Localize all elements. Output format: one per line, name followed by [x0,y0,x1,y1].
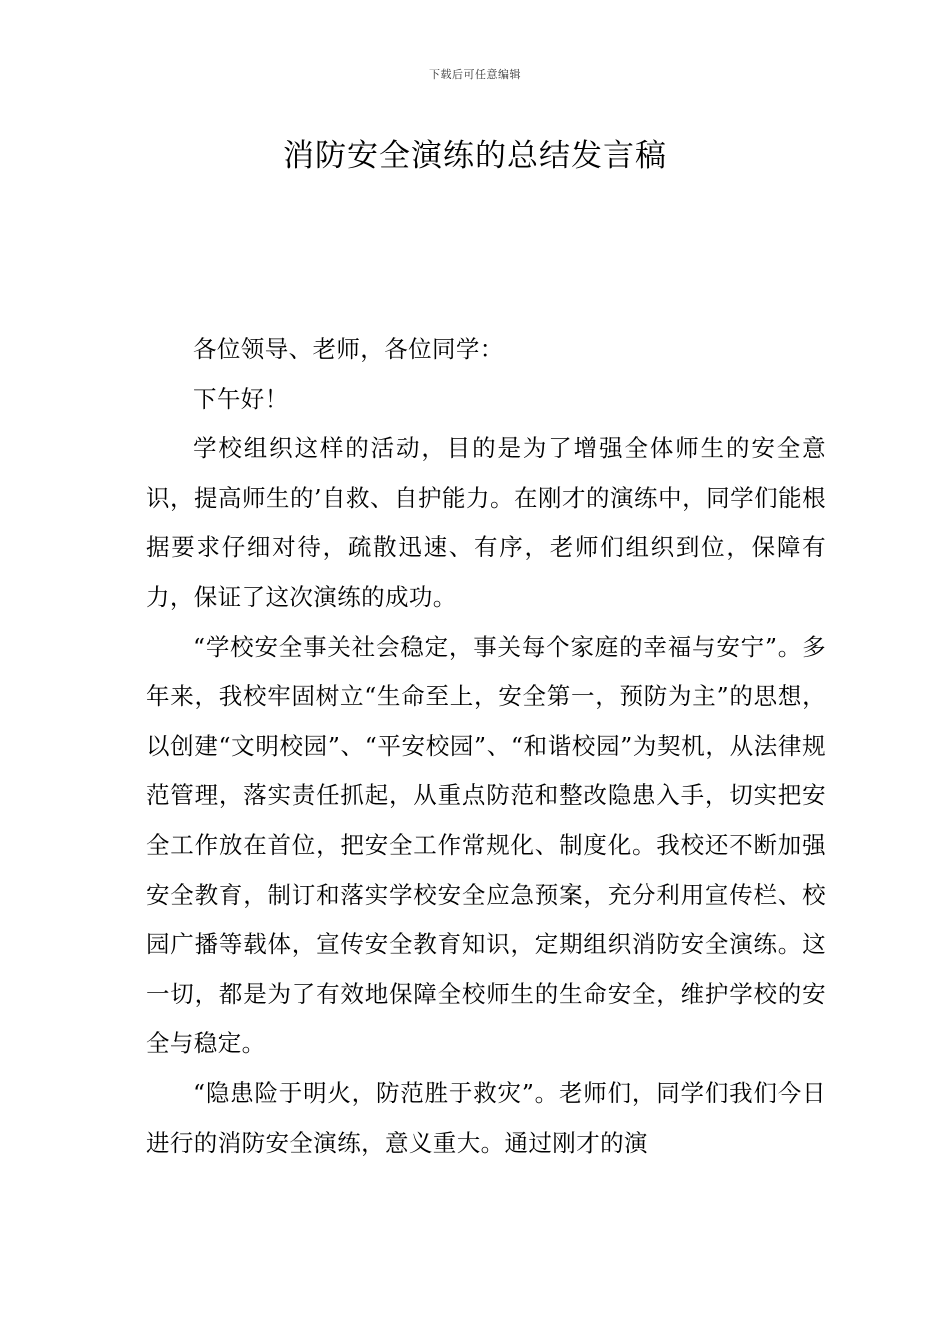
document-title: 消防安全演练的总结发言稿 [283,138,667,174]
body-paragraph: “隐患险于明火，防范胜于救灾”。老师们，同学们我们今日进行的消防安全演练，意义重大。通过刚才的演 [146,1078,826,1157]
salutation: 各位领导、老师，各位同学： [193,335,504,363]
header-note: 下载后可任意编辑 [429,68,521,81]
body-paragraph: “学校安全事关社会稳定，事关每个家庭的幸福与安宁”。多年来，我校牢固树立“生命至上，安全第一，预防为主”的思想，以创建“文明校园”、“平安校园”、“和谐校园”为契机，从法律规范管理，落实责任抓起，从重点防范和整改隐患入手，切实把安全工作放在首位，把安全工作常规化、制度化。我校还不断加强安全教育，制订和落实学校安全应急预案，充分利用宣传栏、校园广播等载体，宣传安全教育知识，定期组织消防安全演练。这一切，都是为了有效地保障全校师生的生命安全，维护学校的安全与稳定。 [146,632,826,1058]
greeting: 下午好！ [193,384,289,413]
body-paragraph: 学校组织这样的活动，目的是为了增强全体师生的安全意识，提高师生的’自救、自护能力。在刚才的演练中，同学们能根据要求仔细对待，疏散迅速、有序，老师们组织到位，保障有力，保证了这次演练的成功。 [146,434,826,611]
document-body [146,325,826,1168]
